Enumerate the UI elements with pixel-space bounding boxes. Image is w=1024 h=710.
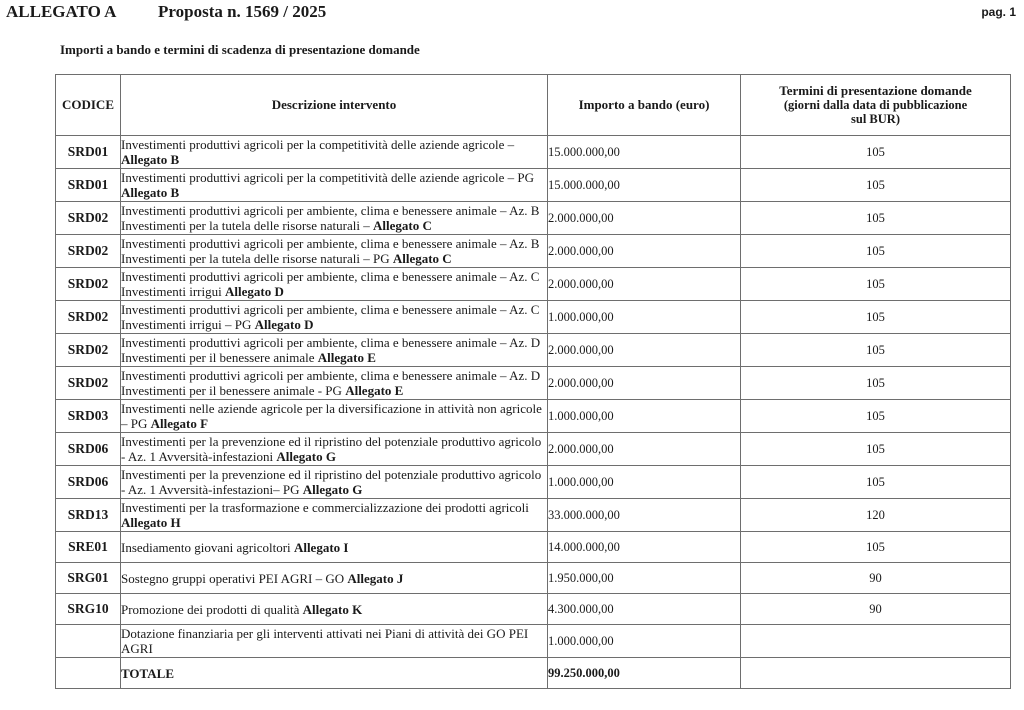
desc-text: Dotazione finanziaria per gli interventi attivati nei Piani di attività dei GO PEI AGRI [121,626,529,656]
cell-importo: 1.000.000,00 [548,400,741,433]
desc-text: Investimenti produttivi agricoli per la competitività delle aziende agricole – PG [121,170,534,185]
cell-importo: 15.000.000,00 [548,169,741,202]
cell-termini: 105 [741,334,1011,367]
cell-codice: SRD01 [56,136,121,169]
cell-codice: SRD02 [56,334,121,367]
cell-codice: SRD02 [56,301,121,334]
column-header-codice: CODICE [56,75,121,136]
desc-text: Insediamento giovani agricoltori [121,539,294,555]
cell-termini: 105 [741,301,1011,334]
column-header-descrizione: Descrizione intervento [121,75,548,136]
table-row [56,169,1011,202]
cell-descrizione [121,136,548,169]
cell-descrizione [121,400,548,433]
cell-importo: 2.000.000,00 [548,334,741,367]
cell-termini: 105 [741,400,1011,433]
cell-codice-empty [56,658,121,689]
allegato-ref: Allegato B [121,152,180,167]
cell-codice: SRD13 [56,499,121,532]
table-row [56,136,1011,169]
cell-termini: 120 [741,499,1011,532]
table-row [56,400,1011,433]
cell-descrizione [121,594,548,625]
total-label-text: TOTALE [121,665,174,681]
total-label [121,658,548,689]
cell-descrizione [121,499,548,532]
cell-importo: 2.000.000,00 [548,202,741,235]
termini-header-line2: (giorni dalla data di pubblicazione [783,98,968,112]
allegato-ref: Allegato E [345,383,404,398]
proposal-number: Proposta n. 1569 / 2025 [158,2,327,21]
cell-descrizione [121,235,548,268]
table-row [56,625,1011,658]
allegato-ref: Allegato C [372,218,432,233]
total-importo: 99.250.000,00 [548,658,741,689]
desc-text: Investimenti per la trasformazione e commercializzazione dei prodotti agricoli [121,500,529,515]
cell-codice: SRG10 [56,594,121,625]
cell-descrizione [121,433,548,466]
cell-descrizione [121,367,548,400]
cell-importo: 2.000.000,00 [548,433,741,466]
cell-codice: SRD06 [56,433,121,466]
cell-importo: 2.000.000,00 [548,367,741,400]
cell-descrizione [121,532,548,563]
cell-importo: 14.000.000,00 [548,532,741,563]
cell-importo: 1.000.000,00 [548,625,741,658]
cell-codice: SRD02 [56,367,121,400]
desc-text: Investimenti produttivi agricoli per ambiente, clima e benessere animale – Az. B Investimenti per la tutela delle risorse naturali – PG [121,236,540,266]
table-row [56,466,1011,499]
desc-text: Investimenti nelle aziende agricole per la diversificazione in attività non agricole – PG [121,401,542,431]
document-subtitle: Importi a bando e termini di scadenza di presentazione domande [60,42,420,57]
cell-codice: SRD01 [56,169,121,202]
cell-descrizione [121,268,548,301]
allegato-ref: Allegato C [392,251,452,266]
cell-descrizione [121,563,548,594]
allegato-ref: Allegato H [121,515,181,530]
allegato-ref: Allegato G [302,482,363,497]
allegato-ref: Allegato B [121,185,180,200]
cell-importo: 33.000.000,00 [548,499,741,532]
desc-text: Investimenti produttivi agricoli per la competitività delle aziende agricole – [121,137,515,152]
table-row [56,202,1011,235]
total-row [56,658,1011,689]
cell-termini [741,625,1011,658]
desc-text: Investimenti produttivi agricoli per ambiente, clima e benessere animale – Az. C Investimenti irrigui [121,269,540,299]
column-header-importo: Importo a bando (euro) [548,75,741,136]
cell-importo: 2.000.000,00 [548,268,741,301]
allegato-ref: Allegato D [254,317,314,332]
attachment-label: ALLEGATO A [6,2,117,21]
column-header-termini [741,75,1011,136]
cell-termini: 90 [741,594,1011,625]
cell-termini: 105 [741,433,1011,466]
cell-importo: 15.000.000,00 [548,136,741,169]
cell-codice: SRG01 [56,563,121,594]
desc-text: Promozione dei prodotti di qualità [121,601,303,617]
cell-descrizione [121,169,548,202]
cell-codice: SRD02 [56,235,121,268]
allegato-ref: Allegato J [347,570,404,586]
cell-termini: 105 [741,169,1011,202]
cell-importo: 1.950.000,00 [548,563,741,594]
cell-termini: 105 [741,367,1011,400]
table-row [56,433,1011,466]
allegato-ref: Allegato I [293,539,349,555]
table-header-row [56,75,1011,136]
table-row [56,367,1011,400]
table-row [56,268,1011,301]
cell-codice: SRD06 [56,466,121,499]
cell-importo: 1.000.000,00 [548,466,741,499]
table-row [56,563,1011,594]
cell-codice: SRD02 [56,268,121,301]
table-row [56,301,1011,334]
table-row [56,499,1011,532]
cell-termini-empty [741,658,1011,689]
table-row [56,594,1011,625]
cell-descrizione [121,466,548,499]
cell-importo: 2.000.000,00 [548,235,741,268]
termini-header-line1: Termini di presentazione domande [779,83,972,98]
desc-text: Investimenti produttivi agricoli per ambiente, clima e benessere animale – Az. C Investimenti irrigui – PG [121,302,540,332]
cell-codice: SRD03 [56,400,121,433]
termini-header-line3: sul BUR) [851,112,900,126]
cell-termini: 105 [741,235,1011,268]
table-row [56,532,1011,563]
cell-termini: 105 [741,202,1011,235]
cell-codice: SRD02 [56,202,121,235]
cell-termini: 90 [741,563,1011,594]
cell-termini: 105 [741,268,1011,301]
allegato-ref: Allegato E [317,350,376,365]
desc-text: Investimenti produttivi agricoli per ambiente, clima e benessere animale – Az. D Investimenti per il benessere animale - PG [121,368,541,398]
cell-termini: 105 [741,466,1011,499]
table-row [56,235,1011,268]
cell-descrizione [121,625,548,658]
desc-text: Investimenti per la prevenzione ed il ripristino del potenziale produttivo agricolo - Az. 1 Avversità-infestazioni [121,434,542,464]
cell-importo: 4.300.000,00 [548,594,741,625]
allegato-ref: Allegato G [276,449,336,464]
page-number: pag. 1 [981,5,1016,19]
cell-codice [56,625,121,658]
cell-descrizione [121,334,548,367]
desc-text: Sostegno gruppi operativi PEI AGRI – GO [121,570,348,586]
cell-descrizione [121,202,548,235]
funding-table [55,74,1011,689]
cell-descrizione [121,301,548,334]
cell-termini: 105 [741,532,1011,563]
cell-termini: 105 [741,136,1011,169]
table-row [56,334,1011,367]
allegato-ref: Allegato D [224,284,284,299]
cell-importo: 1.000.000,00 [548,301,741,334]
allegato-ref: Allegato K [302,601,363,617]
desc-text: Investimenti produttivi agricoli per ambiente, clima e benessere animale – Az. D Investimenti per il benessere animale [121,335,541,365]
allegato-ref: Allegato F [150,416,209,431]
desc-text: Investimenti per la prevenzione ed il ripristino del potenziale produttivo agricolo - Az. 1 Avversità-infestazioni– PG [121,467,542,497]
desc-text: Investimenti produttivi agricoli per ambiente, clima e benessere animale – Az. B Investimenti per la tutela delle risorse naturali – [121,203,540,233]
cell-codice: SRE01 [56,532,121,563]
